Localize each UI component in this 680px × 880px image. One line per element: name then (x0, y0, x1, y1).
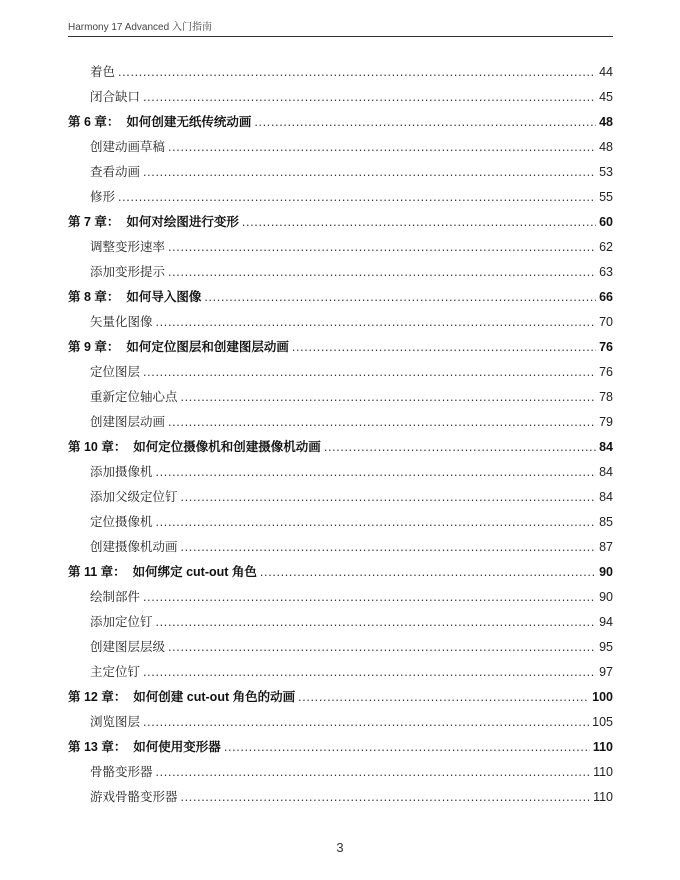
entry-title: 矢量化图像 (90, 315, 153, 329)
toc-chapter-entry[interactable] (68, 210, 613, 235)
entry-title: 游戏骨骼变形器 (90, 790, 178, 804)
entry-title: 如何创建无纸传统动画 (126, 115, 252, 129)
entry-title: 创建动画草稿 (90, 140, 166, 154)
toc-section-entry[interactable] (68, 385, 613, 410)
dot-leader (168, 260, 596, 285)
entry-page-number: 45 (599, 90, 613, 104)
dot-leader (181, 535, 597, 560)
entry-page-number: 84 (599, 440, 613, 454)
toc-section-entry[interactable] (68, 310, 613, 335)
toc-section-entry[interactable] (68, 585, 613, 610)
chapter-number: 第 7 章： (68, 215, 127, 229)
entry-title: 着色 (90, 65, 116, 79)
entry-page-number: 48 (599, 115, 613, 129)
entry-title: 如何绑定 cut-out 角色 (132, 565, 257, 579)
dot-leader (204, 285, 596, 310)
dot-leader (242, 210, 596, 235)
page-number: 3 (336, 840, 344, 855)
toc-section-entry[interactable] (68, 235, 613, 260)
entry-page-number: 70 (599, 315, 613, 329)
toc-section-entry[interactable] (68, 460, 613, 485)
entry-title: 绘制部件 (90, 590, 141, 604)
toc-section-entry[interactable] (68, 410, 613, 435)
entry-title: 如何定位摄像机和创建摄像机动画 (133, 440, 321, 454)
dot-leader (118, 60, 596, 85)
dot-leader (298, 685, 589, 710)
entry-page-number: 100 (592, 690, 613, 704)
dot-leader (156, 310, 597, 335)
toc-section-entry[interactable] (68, 635, 613, 660)
dot-leader (168, 135, 596, 160)
dot-leader (143, 585, 596, 610)
dot-leader (324, 435, 596, 460)
entry-page-number: 105 (592, 715, 613, 729)
toc-chapter-entry[interactable] (68, 110, 613, 135)
toc-section-entry[interactable] (68, 485, 613, 510)
dot-leader (168, 235, 596, 260)
table-of-contents (68, 60, 613, 810)
header-title: Harmony 17 Advanced 入门指南 (68, 22, 212, 33)
entry-page-number: 76 (599, 365, 613, 379)
entry-page-number: 63 (599, 265, 613, 279)
dot-leader (181, 385, 597, 410)
entry-title: 如何创建 cut-out 角色的动画 (133, 690, 296, 704)
running-header (68, 16, 613, 37)
dot-leader (156, 760, 591, 785)
dot-leader (181, 485, 597, 510)
dot-leader (143, 85, 596, 110)
entry-page-number: 97 (599, 665, 613, 679)
entry-title: 如何定位图层和创建图层动画 (126, 340, 289, 354)
entry-page-number: 55 (599, 190, 613, 204)
dot-leader (143, 660, 596, 685)
entry-title: 如何对绘图进行变形 (126, 215, 239, 229)
toc-chapter-entry[interactable] (68, 735, 613, 760)
toc-section-entry[interactable] (68, 85, 613, 110)
entry-title: 创建图层动画 (90, 415, 166, 429)
entry-page-number: 66 (599, 290, 613, 304)
entry-title: 定位图层 (90, 365, 141, 379)
dot-leader (156, 460, 597, 485)
entry-title: 如何使用变形器 (133, 740, 221, 754)
dot-leader (224, 735, 590, 760)
toc-chapter-entry[interactable] (68, 285, 613, 310)
entry-page-number: 84 (599, 490, 613, 504)
entry-page-number: 62 (599, 240, 613, 254)
chapter-number: 第 6 章： (68, 115, 127, 129)
entry-title: 定位摄像机 (90, 515, 153, 529)
entry-page-number: 87 (599, 540, 613, 554)
dot-leader (143, 360, 596, 385)
dot-leader (143, 160, 596, 185)
entry-page-number: 44 (599, 65, 613, 79)
entry-page-number: 84 (599, 465, 613, 479)
toc-section-entry[interactable] (68, 185, 613, 210)
dot-leader (168, 410, 596, 435)
entry-title: 添加父级定位钉 (90, 490, 178, 504)
chapter-number: 第 10 章： (68, 440, 134, 454)
chapter-number: 第 12 章： (68, 690, 134, 704)
toc-chapter-entry[interactable] (68, 560, 613, 585)
entry-page-number: 48 (599, 140, 613, 154)
toc-chapter-entry[interactable] (68, 335, 613, 360)
toc-section-entry[interactable] (68, 135, 613, 160)
toc-section-entry[interactable] (68, 760, 613, 785)
entry-title: 调整变形速率 (90, 240, 166, 254)
entry-title: 重新定位轴心点 (90, 390, 178, 404)
entry-title: 骨骼变形器 (90, 765, 153, 779)
dot-leader (260, 560, 596, 585)
entry-page-number: 110 (593, 765, 613, 779)
toc-section-entry[interactable] (68, 60, 613, 85)
entry-page-number: 78 (599, 390, 613, 404)
chapter-number: 第 11 章： (68, 565, 133, 579)
chapter-number: 第 13 章： (68, 740, 134, 754)
entry-title: 如何导入图像 (126, 290, 202, 304)
chapter-number: 第 8 章： (68, 290, 127, 304)
entry-title: 添加摄像机 (90, 465, 153, 479)
entry-title: 添加定位钉 (90, 615, 153, 629)
toc-section-entry[interactable] (68, 710, 613, 735)
entry-page-number: 85 (599, 515, 613, 529)
toc-section-entry[interactable] (68, 610, 613, 635)
toc-section-entry[interactable] (68, 660, 613, 685)
toc-section-entry[interactable] (68, 535, 613, 560)
dot-leader (143, 710, 589, 735)
entry-page-number: 110 (592, 740, 613, 754)
toc-section-entry[interactable] (68, 785, 613, 810)
entry-title: 修形 (90, 190, 116, 204)
dot-leader (168, 635, 596, 660)
entry-page-number: 90 (599, 590, 613, 604)
entry-title: 闭合缺口 (90, 90, 141, 104)
entry-page-number: 53 (599, 165, 613, 179)
entry-page-number: 76 (599, 340, 613, 354)
entry-title: 创建摄像机动画 (90, 540, 178, 554)
chapter-number: 第 9 章： (68, 340, 127, 354)
entry-title: 浏览图层 (90, 715, 141, 729)
entry-page-number: 95 (599, 640, 613, 654)
entry-page-number: 110 (593, 790, 613, 804)
toc-section-entry[interactable] (68, 510, 613, 535)
entry-page-number: 94 (599, 615, 613, 629)
toc-section-entry[interactable] (68, 360, 613, 385)
entry-title: 主定位钉 (90, 665, 141, 679)
toc-section-entry[interactable] (68, 160, 613, 185)
entry-page-number: 79 (599, 415, 613, 429)
dot-leader (292, 335, 596, 360)
entry-page-number: 60 (599, 215, 613, 229)
entry-title: 创建图层层级 (90, 640, 166, 654)
toc-section-entry[interactable] (68, 260, 613, 285)
dot-leader (254, 110, 596, 135)
entry-page-number: 90 (599, 565, 613, 579)
entry-title: 查看动画 (90, 165, 141, 179)
entry-title: 添加变形提示 (90, 265, 166, 279)
dot-leader (181, 785, 591, 810)
toc-chapter-entry[interactable] (68, 685, 613, 710)
dot-leader (156, 610, 597, 635)
dot-leader (156, 510, 597, 535)
toc-chapter-entry[interactable] (68, 435, 613, 460)
dot-leader (118, 185, 596, 210)
